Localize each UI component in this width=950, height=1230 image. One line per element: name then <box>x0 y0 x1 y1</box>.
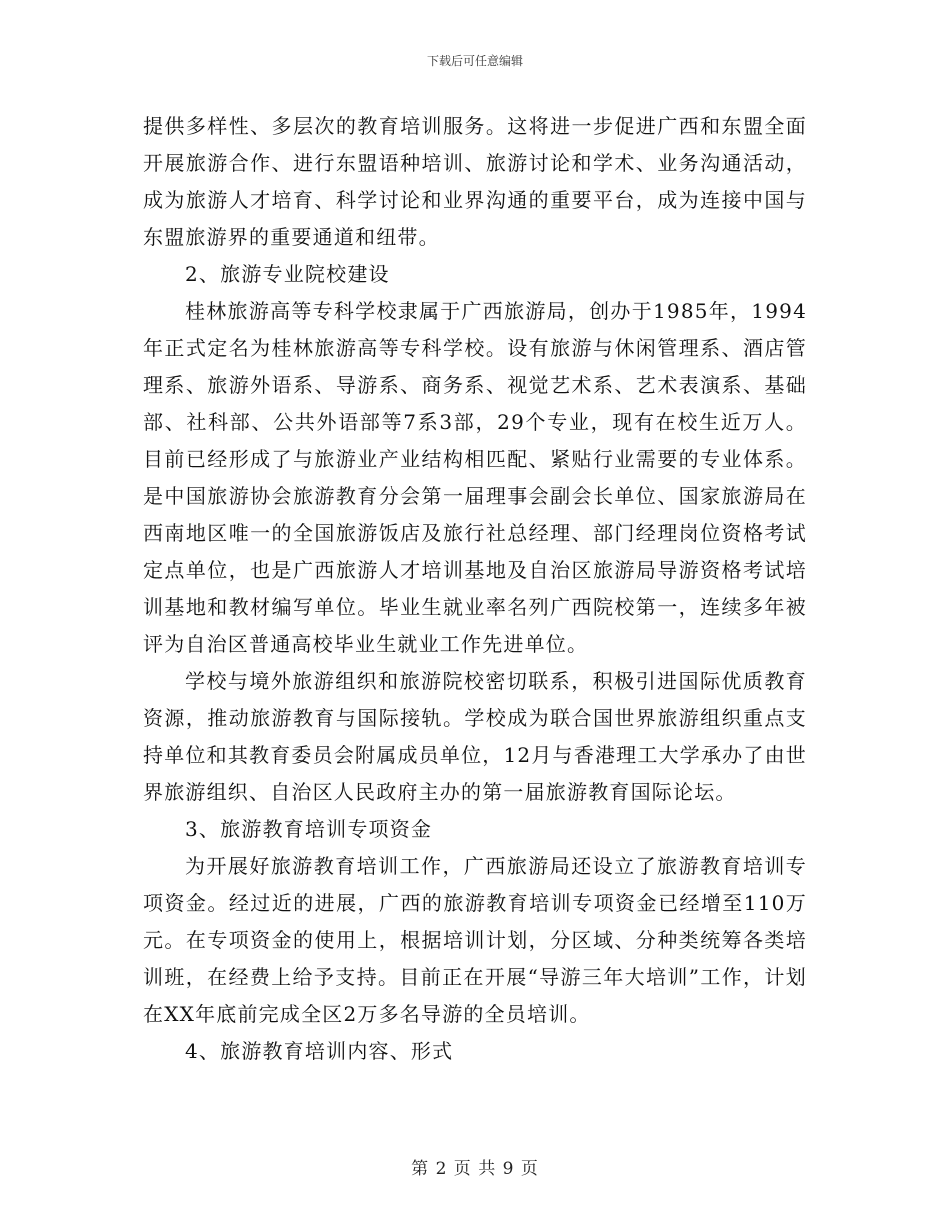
section-heading-2: 2、旅游专业院校建设 <box>185 262 390 286</box>
paragraph-guilin-college: 桂林旅游高等专科学校隶属于广西旅游局，创办于1985年，1994年正式定名为桂林旅游高等专科学校。设有旅游与休闲管理系、酒店管理系、旅游外语系、导游系、商务系、视觉艺术系、艺术表演系、基础部、社科部、公共外语部等7系3部，29个专业，现有在校生近万人。目前已经形成了与旅游业产业结构相匹配、紧贴行业需要的专业体系。是中国旅游协会旅游教育分会第一届理事会副会长单位、国家旅游局在西南地区唯一的全国旅游饭店及旅行社总经理、部门经理岗位资格考试定点单位，也是广西旅游人才培训基地及自治区旅游局导游资格考试培训基地和教材编写单位。毕业生就业率名列广西院校第一，连续多年被评为自治区普通高校毕业生就业工作先进单位。 <box>143 299 807 656</box>
section-heading-4: 4、旅游教育培训内容、形式 <box>185 1039 454 1063</box>
page-number-footer: 第 2 页 共 9 页 <box>411 1159 539 1179</box>
paragraph-continued: 提供多样性、多层次的教育培训服务。这将进一步促进广西和东盟全面开展旅游合作、进行东盟语种培训、旅游讨论和学术、业务沟通活动，成为旅游人才培育、科学讨论和业界沟通的重要平台，成为连接中国与东盟旅游界的重要通道和纽带。 <box>143 114 807 249</box>
paragraph-special-fund: 为开展好旅游教育培训工作，广西旅游局还设立了旅游教育培训专项资金。经过近的进展，广西的旅游教育培训专项资金已经增至110万元。在专项资金的使用上，根据培训计划，分区域、分种类统筹各类培训班，在经费上给予支持。目前正在开展“导游三年大培训”工作，计划在XX年底前完成全区2万多名导游的全员培训。 <box>143 854 807 1026</box>
section-heading-3: 3、旅游教育培训专项资金 <box>185 817 433 841</box>
paragraph-international: 学校与境外旅游组织和旅游院校密切联系，积极引进国际优质教育资源，推动旅游教育与国际接轨。学校成为联合国世界旅游组织重点支持单位和其教育委员会附属成员单位，12月与香港理工大学承办了由世界旅游组织、自治区人民政府主办的第一届旅游教育国际论坛。 <box>143 669 807 804</box>
document-body <box>143 108 807 1070</box>
page-header: 下载后可任意编辑 <box>426 54 523 68</box>
